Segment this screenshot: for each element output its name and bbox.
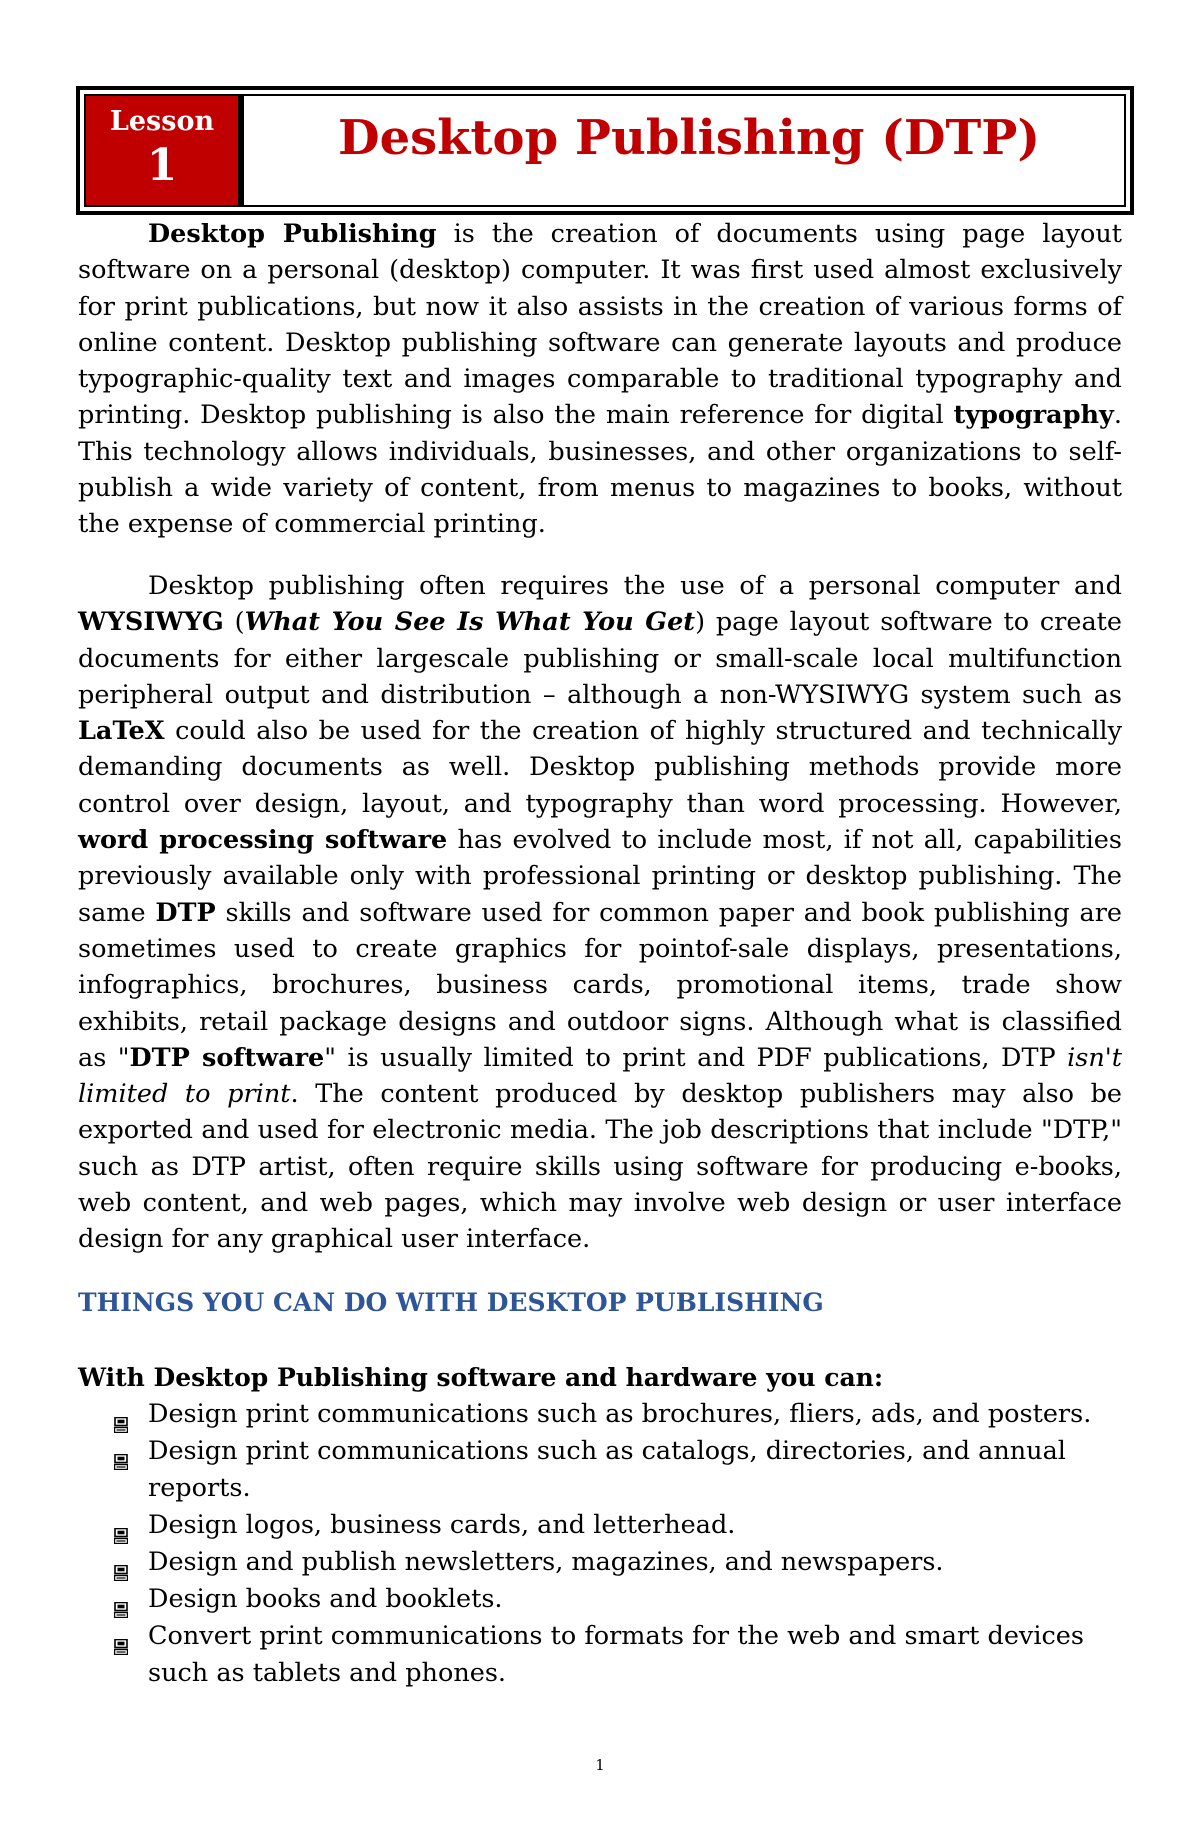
- term-typography: typography: [953, 400, 1114, 431]
- computer-icon: [114, 1518, 128, 1534]
- page-title: Desktop Publishing (DTP): [337, 110, 1041, 166]
- paragraph2-text-3: ) page layout software to create documents for either largescale publishing or small-scale local multifunction peripheral output and distribution – although a non-WYSIWYG system such as: [78, 607, 1122, 710]
- lesson-label: Lesson: [109, 106, 215, 137]
- paragraph2-text-5: has evolved to include most, if not all, capabilities previously available only with professional printing or desktop publishing. The same: [78, 825, 1122, 928]
- list-item-text: Design print communications such as brochures, fliers, ads, and posters.: [148, 1399, 1092, 1429]
- term-wysiwyg: WYSIWYG: [78, 607, 224, 638]
- list-item: [78, 1544, 1138, 1581]
- paragraph1-text-b: . This technology allows individuals, businesses, and other organizations to self-publish a wide variety of content, from menus to magazines to books, without the expense of commercial printing.: [78, 400, 1122, 540]
- term-dtp: DTP: [155, 897, 216, 928]
- computer-icon: [114, 1444, 128, 1460]
- section-heading: THINGS YOU CAN DO WITH DESKTOP PUBLISHING: [78, 1288, 824, 1317]
- list-item-text: Design books and booklets.: [148, 1584, 503, 1614]
- list-item-text: Convert print communications to formats for the web and smart devices such as tablets and phones.: [148, 1621, 1084, 1688]
- page-number: 1: [595, 1756, 605, 1774]
- capabilities-list: [78, 1396, 1138, 1692]
- phrase-not-limited: isn't limited to print: [78, 1042, 1123, 1110]
- computer-icon: [114, 1407, 128, 1423]
- term-word-processing: word processing software: [78, 825, 448, 856]
- list-item: [78, 1618, 1138, 1692]
- paragraph2-text-4: could also be used for the creation of highly structured and technically demanding documents as well. Desktop publishing methods provide more control over design, layout, and typography than word processing. However,: [78, 716, 1122, 819]
- list-item-text: Design logos, business cards, and letterhead.: [148, 1510, 736, 1540]
- computer-icon: [114, 1629, 128, 1645]
- paragraph2-text-6: skills and software used for common paper and book publishing are sometimes used to create graphics for pointof-sale displays, presentations, infographics, brochures, business cards, promotional items, trade show exhibits, retail package designs and outdoor signs. Although what is classified as ": [78, 897, 1122, 1073]
- list-item: [78, 1396, 1138, 1433]
- computer-icon: [114, 1592, 128, 1608]
- computer-icon: [114, 1555, 128, 1571]
- term-dtp-software: DTP software: [129, 1042, 325, 1073]
- paragraph-details: [78, 568, 1122, 1258]
- list-item: [78, 1433, 1138, 1507]
- list-item: [78, 1581, 1138, 1618]
- lesson-badge: [86, 96, 244, 205]
- paragraph-definition: [78, 216, 1122, 543]
- paragraph2-text-2: (: [223, 607, 245, 638]
- list-item: [78, 1507, 1138, 1544]
- paragraph1-text-a: is the creation of documents using page layout software on a personal (desktop) computer. It was first used almost exclusively for print publications, but now it also assists in the creation of various forms of online content. Desktop publishing software can generate layouts and produce typographic-quality text and images comparable to traditional typography and printing. Desktop publishing is also the main reference for digital: [78, 219, 1122, 431]
- paragraph2-text-7: " is usually limited to print and PDF publications, DTP: [324, 1042, 1068, 1073]
- term-latex: LaTeX: [78, 716, 165, 747]
- paragraph2-text-8: . The content produced by desktop publishers may also be exported and used for electronic media. The job descriptions that include "DTP," such as DTP artist, often require skills using software for producing e-books, web content, and web pages, which may involve web design or user interface design for any graphical user interface.: [78, 1079, 1122, 1255]
- lesson-header-box: [76, 86, 1134, 215]
- wysiwyg-expansion: What You See Is What You Get: [244, 607, 696, 638]
- term-desktop-publishing: Desktop Publishing: [148, 219, 437, 249]
- lesson-number: 1: [146, 140, 178, 191]
- list-item-text: Design print communications such as catalogs, directories, and annual reports.: [148, 1436, 1066, 1503]
- list-item-text: Design and publish newsletters, magazines, and newspapers.: [148, 1547, 944, 1577]
- paragraph2-text-1: Desktop publishing often requires the use of a personal computer and: [148, 571, 1122, 601]
- section-intro: With Desktop Publishing software and hardware you can:: [78, 1363, 884, 1392]
